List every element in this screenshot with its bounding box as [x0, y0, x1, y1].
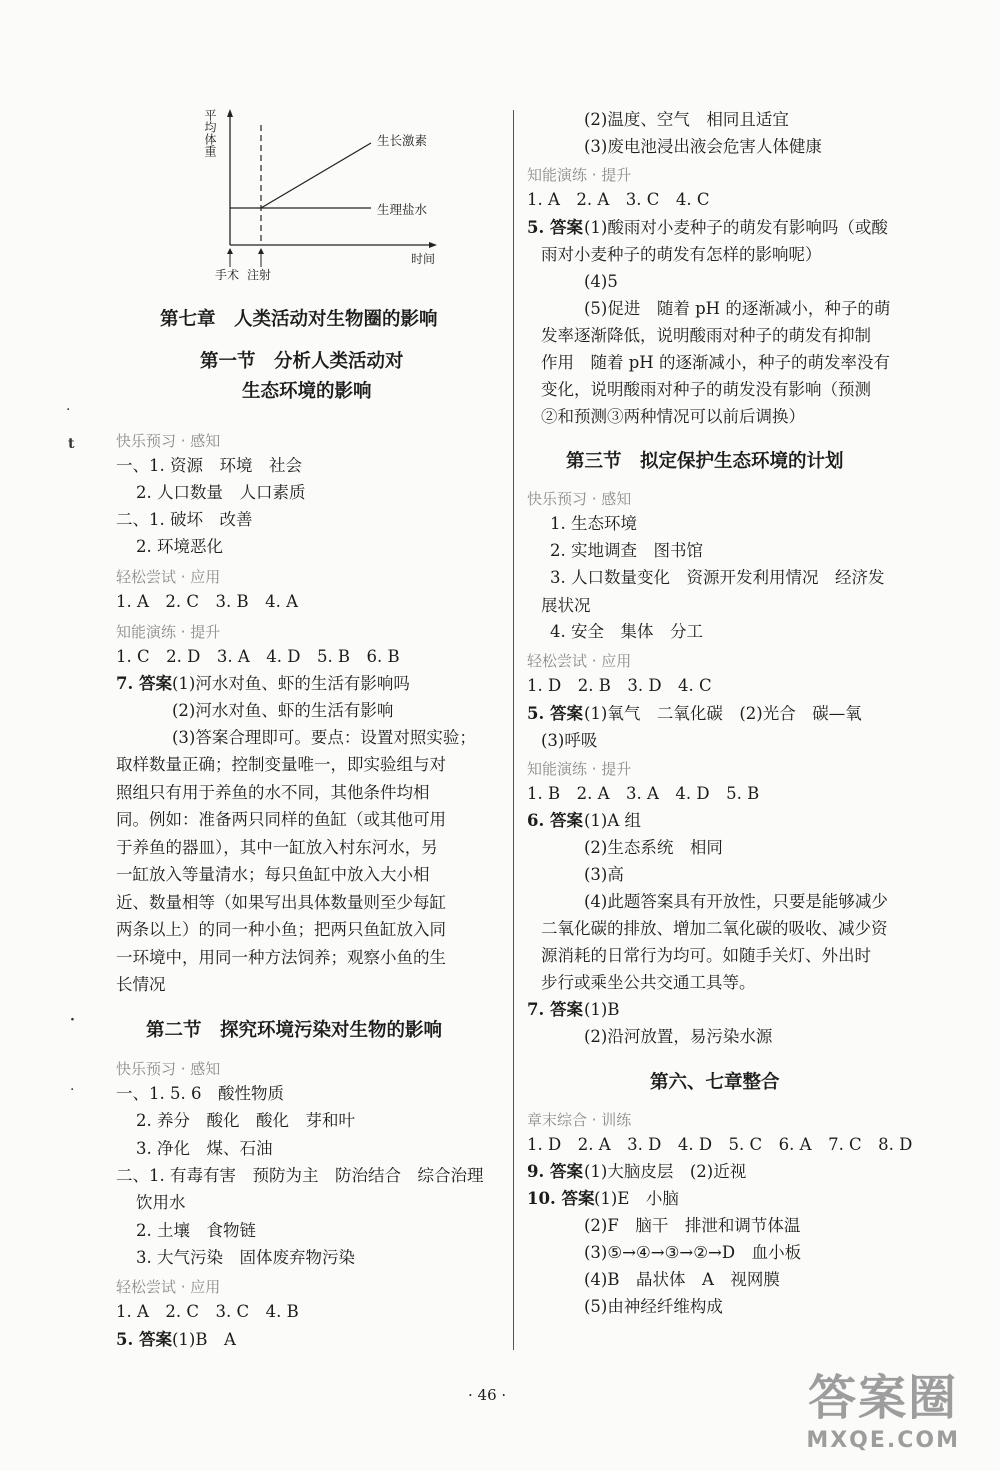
answer-line: 1. D 2. B 3. D 4. C: [527, 676, 712, 695]
section-tag: 快乐预习 · 感知: [527, 490, 632, 508]
answer-line: 1. A 2. A 3. C 4. C: [527, 190, 710, 209]
scan-mark: ·: [70, 1012, 75, 1028]
answer-line: (4)B 晶状体 A 视网膜: [584, 1270, 780, 1289]
answer-line: 二、1. 有毒有害 预防为主 防治结合 综合治理: [116, 1166, 484, 1185]
answer-line: 步行或乘坐公共交通工具等。: [541, 973, 756, 992]
weight-time-graph: [195, 105, 455, 282]
answer-line: (4)5: [584, 272, 618, 291]
answer-number: 5. 答案: [527, 704, 583, 723]
answer-line: (4)此题答案具有开放性，只要是能够减少: [584, 892, 888, 911]
answer-line: (2)生态系统 相同: [584, 838, 723, 857]
answer-number: 6. 答案: [527, 811, 583, 830]
watermark-url: MXQE.COM: [806, 1428, 960, 1453]
answer-line: (5)促进 随着 pH 的逐渐减小，种子的萌: [584, 299, 891, 318]
answer-line: 取样数量正确；控制变量唯一，即实验组与对: [116, 755, 446, 774]
answer-number: 7. 答案: [116, 674, 172, 693]
answer-line: 饮用水: [136, 1193, 186, 1212]
answer-number: 7. 答案: [527, 1000, 583, 1019]
answer-line: 同。例如：准备两只同样的鱼缸（或其他可用: [116, 810, 446, 829]
section4-title: 第六、七章整合: [650, 1072, 780, 1093]
answer-line: (2)F 脑干 排泄和调节体温: [584, 1216, 801, 1235]
answer-line: 发率逐渐降低，说明酸雨对种子的萌发有抑制: [541, 326, 871, 345]
section-tag: 章末综合 · 训练: [527, 1111, 632, 1129]
answer-line: 1. D 2. A 3. D 4. D 5. C 6. A 7. C 8. D: [527, 1135, 913, 1154]
section-tag: 知能演练 · 提升: [527, 166, 632, 184]
answer-line: 1. A 2. C 3. C 4. B: [116, 1302, 299, 1321]
answer-line: 二氧化碳的排放、增加二氧化碳的吸收、减少资: [541, 919, 888, 938]
answer-line: (1)E 小脑: [594, 1189, 679, 1208]
graph-ylabel: 平均体重: [203, 109, 217, 157]
answer-line: 一、1. 5. 6 酸性物质: [116, 1084, 284, 1103]
answer-line: 2. 人口数量 人口素质: [136, 483, 306, 502]
hormone-line: [261, 143, 371, 208]
answer-line: 2. 实地调查 图书馆: [550, 541, 703, 560]
hormone-label: 生长激素: [377, 133, 428, 148]
answer-line: 两条以上）的同一种小鱼；把两只鱼缸放入同: [116, 920, 446, 939]
surgery-arrowhead: [227, 248, 233, 254]
answer-line: ②和预测③两种情况可以前后调换）: [541, 407, 805, 426]
scan-mark: ·: [66, 402, 71, 418]
answer-line: (1)河水对鱼、虾的生活有影响吗: [172, 674, 410, 693]
answer-line: 3. 大气污染 固体废弃物污染: [136, 1248, 355, 1267]
answer-line: 近、数量相等（如果写出具体数量则至少每缸: [116, 893, 446, 912]
answer-line: (1)大脑皮层 (2)近视: [584, 1162, 747, 1181]
answer-line: 一环境中，用同一种方法饲养；观察小鱼的生: [116, 948, 446, 967]
answer-line: 1. 生态环境: [550, 514, 637, 533]
answer-line: (5)由神经纤维构成: [584, 1297, 723, 1316]
answer-line: (1)B A: [172, 1330, 236, 1349]
section-tag: 知能演练 · 提升: [116, 623, 221, 641]
answer-number: 5. 答案: [116, 1330, 172, 1349]
answer-line: 照组只有用于养鱼的水不同，其他条件均相: [116, 783, 430, 802]
answer-line: (3)废电池浸出液会危害人体健康: [584, 137, 822, 156]
graph-xlabel: 时间: [411, 252, 436, 266]
section-tag: 轻松尝试 · 应用: [116, 568, 221, 586]
answer-line: 展状况: [541, 596, 591, 615]
answer-line: 4. 安全 集体 分工: [550, 622, 703, 641]
answer-line: 2. 土壤 食物链: [136, 1221, 256, 1240]
answer-line: 长情况: [116, 975, 166, 994]
injection-label: 注射: [247, 268, 272, 282]
surgery-label: 手术: [215, 268, 240, 282]
y-axis-arrow: [227, 109, 233, 117]
section-tag: 轻松尝试 · 应用: [527, 652, 632, 670]
answer-number: 10. 答案: [527, 1189, 595, 1208]
answer-line: 雨对小麦种子的萌发有怎样的影响呢）: [541, 245, 822, 264]
answer-line: 于养鱼的器皿），其中一缸放入村东河水，另: [116, 838, 438, 857]
answer-line: (2)沿河放置，易污染水源: [584, 1027, 773, 1046]
saline-label: 生理盐水: [377, 202, 428, 217]
scan-mark: ·: [70, 1082, 75, 1098]
answer-line: (3)呼吸: [541, 731, 598, 750]
watermark-logo-text: 答案圈: [808, 1370, 959, 1426]
answer-line: 3. 净化 煤、石油: [136, 1139, 273, 1158]
answer-number: 9. 答案: [527, 1162, 583, 1181]
section3-title: 第三节 拟定保护生态环境的计划: [566, 451, 844, 472]
answer-line: (1)A 组: [584, 811, 642, 830]
section-tag: 快乐预习 · 感知: [116, 1060, 221, 1078]
answer-line: (2)河水对鱼、虾的生活有影响: [172, 701, 394, 720]
answer-line: 2. 养分 酸化 酸化 芽和叶: [136, 1111, 355, 1130]
answer-line: (1)氧气 二氧化碳 (2)光合 碳—氧: [584, 704, 862, 723]
section2-title: 第二节 探究环境污染对生物的影响: [146, 1020, 443, 1041]
section-tag: 轻松尝试 · 应用: [116, 1278, 221, 1296]
answer-line: 变化，说明酸雨对种子的萌发没有影响（预测: [541, 380, 871, 399]
answer-number: 5. 答案: [527, 218, 583, 237]
column-divider: [513, 110, 514, 1350]
answer-line: (3)高: [584, 865, 624, 884]
section-tag: 知能演练 · 提升: [527, 760, 632, 778]
chapter-title: 第七章 人类活动对生物圈的影响: [160, 309, 438, 330]
answer-line: 一缸放入等量清水；每只鱼缸中放入大小相: [116, 865, 430, 884]
page-number: · 46 ·: [468, 1386, 507, 1404]
answer-line: (1)酸雨对小麦种子的萌发有影响吗（或酸: [584, 218, 888, 237]
answer-line: 3. 人口数量变化 资源开发利用情况 经济发: [550, 568, 885, 587]
injection-arrowhead: [258, 248, 264, 254]
answer-line: 1. C 2. D 3. A 4. D 5. B 6. B: [116, 647, 400, 666]
answer-line: 一、1. 资源 环境 社会: [116, 456, 302, 475]
section1-title-line2: 生态环境的影响: [242, 381, 372, 402]
answer-line: 1. A 2. C 3. B 4. A: [116, 592, 299, 611]
answer-line: 二、1. 破坏 改善: [116, 510, 253, 529]
answer-line: 作用 随着 pH 的逐渐减小，种子的萌发率没有: [541, 353, 890, 372]
scan-mark: t: [68, 436, 75, 452]
x-axis-arrow: [429, 242, 437, 248]
answer-line: (1)B: [584, 1000, 620, 1019]
answer-line: (3)答案合理即可。要点：设置对照实验；: [172, 728, 476, 747]
answer-line: 2. 环境恶化: [136, 537, 223, 556]
answer-line: (3)⑤→④→③→②→D 血小板: [584, 1243, 802, 1262]
watermark: [806, 1359, 960, 1453]
answer-line: 1. B 2. A 3. A 4. D 5. B: [527, 784, 760, 803]
answer-line: (2)温度、空气 相同且适宜: [584, 110, 789, 129]
section-tag: 快乐预习 · 感知: [116, 432, 221, 450]
answer-line: 源消耗的日常行为均可。如随手关灯、外出时: [541, 946, 871, 965]
section1-title-line1: 第一节 分析人类活动对: [200, 351, 404, 372]
